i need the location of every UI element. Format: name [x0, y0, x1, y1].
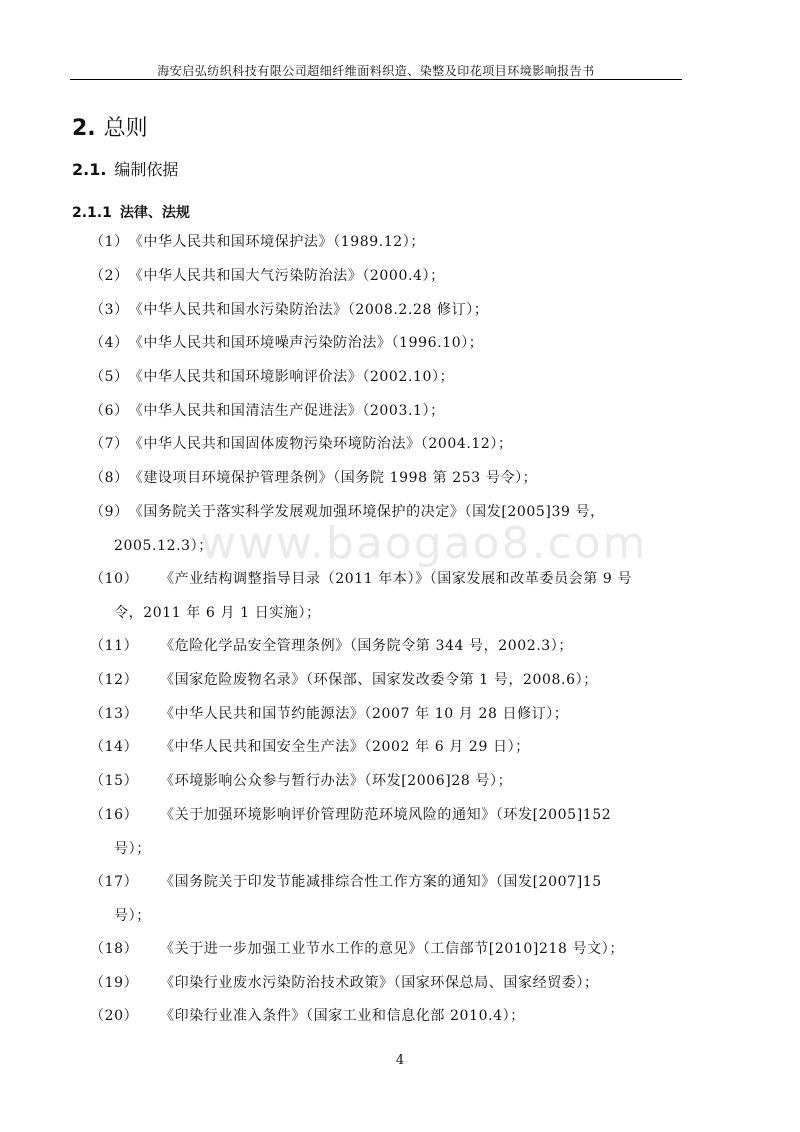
- list-item: [90, 967, 680, 1001]
- item-text: 《危险化学品安全管理条例》（国务院令第 344 号，2002.3）；: [160, 638, 574, 654]
- list-item: [90, 866, 680, 933]
- item-index: （18）: [90, 941, 139, 957]
- item-index: （12）: [90, 672, 139, 688]
- item-index: （19）: [90, 975, 139, 991]
- page-number: 4: [395, 1053, 405, 1068]
- list-item: [90, 462, 680, 496]
- list-item: [90, 496, 680, 563]
- list-item: [90, 731, 680, 765]
- item-index: （10）: [90, 571, 139, 587]
- list-item: [90, 765, 680, 799]
- item-index: （11）: [90, 638, 139, 654]
- subsection-title: 编制依据: [114, 160, 179, 179]
- list-item: [90, 260, 680, 294]
- item-text: 《中华人民共和国清洁生产促进法》（2003.1）；: [128, 403, 445, 419]
- list-item: [90, 1000, 680, 1034]
- item-index: （15）: [90, 773, 139, 789]
- header-rule: [70, 79, 682, 80]
- item-text: 《产业结构调整指导目录（2011 年本）》（国家发展和改革委员会第 9 号: [160, 571, 633, 587]
- item-text: 《国务院关于落实科学发展观加强环境保护的决定》（国发[2005]39 号，: [128, 504, 605, 520]
- watermark: www.baogao8.com: [200, 518, 648, 569]
- item-text-continued: 号）；: [114, 840, 151, 857]
- item-text-continued: 令，2011 年 6 月 1 日实施）；: [114, 604, 321, 621]
- item-index: （7）: [90, 436, 129, 452]
- item-text: 《中华人民共和国水污染防治法》（2008.2.28 修订）；: [128, 302, 489, 318]
- item-text: 《中华人民共和国环境影响评价法》（2002.10）；: [128, 369, 455, 385]
- list-item: [90, 361, 680, 395]
- item-index: （5）: [90, 369, 129, 385]
- item-text: 《印染行业废水污染防治技术政策》（国家环保总局、国家经贸委）；: [160, 975, 599, 991]
- section-number: 2.: [72, 116, 96, 141]
- item-index: （20）: [90, 1008, 139, 1024]
- item-text: 《中华人民共和国固体废物污染环境防治法》（2004.12）；: [128, 436, 513, 452]
- list-item: [90, 327, 680, 361]
- item-index: （14）: [90, 739, 139, 755]
- subsubsection-number: 2.1.1: [72, 205, 112, 221]
- item-index: （4）: [90, 335, 129, 351]
- list-item: [90, 226, 680, 260]
- item-text: 《关于进一步加强工业节水工作的意见》（工信部节[2010]218 号文）；: [160, 941, 624, 957]
- item-index: （2）: [90, 268, 129, 284]
- item-index: （9）: [90, 504, 129, 520]
- item-index: （8）: [90, 470, 129, 486]
- list-item: [90, 799, 680, 866]
- item-index: （1）: [90, 234, 129, 250]
- item-text: 《中华人民共和国环境噪声污染防治法》（1996.10）；: [128, 335, 484, 351]
- item-text: 《中华人民共和国安全生产法》（2002 年 6 月 29 日）；: [160, 739, 530, 755]
- item-index: （3）: [90, 302, 129, 318]
- subsubsection-title: 法律、法规: [119, 205, 190, 221]
- page-header: 海安启弘纺织科技有限公司超细纤维面料织造、染整及印花项目环境影响报告书: [157, 64, 595, 78]
- item-text: 《国务院关于印发节能减排综合性工作方案的通知》（国发[2007]15: [160, 874, 602, 890]
- item-index: （17）: [90, 874, 139, 890]
- section-title: 总则: [103, 116, 148, 141]
- list-item: [90, 698, 680, 732]
- item-index: （13）: [90, 706, 139, 722]
- item-text: 《关于加强环境影响评价管理防范环境风险的通知》（环发[2005]152: [160, 807, 612, 823]
- list-item: [90, 294, 680, 328]
- item-index: （6）: [90, 403, 129, 419]
- item-text: 《中华人民共和国大气污染防治法》（2000.4）；: [128, 268, 445, 284]
- list-item: [90, 933, 680, 967]
- list-item: [90, 395, 680, 429]
- subsection-number: 2.1.: [72, 160, 107, 179]
- item-text: 《印染行业准入条件》（国家工业和信息化部 2010.4）；: [160, 1008, 525, 1024]
- subsection-heading: [72, 157, 178, 180]
- item-text: 《中华人民共和国节约能源法》（2007 年 10 月 28 日修订）；: [160, 706, 569, 722]
- item-text: 《建设项目环境保护管理条例》（国务院 1998 第 253 号令）；: [128, 470, 538, 486]
- item-text: 《中华人民共和国环境保护法》（1989.12）；: [128, 234, 426, 250]
- list-item: [90, 428, 680, 462]
- item-text-continued: 号）；: [114, 907, 151, 924]
- list-item: [90, 563, 680, 630]
- item-text-continued: 2005.12.3）；: [114, 537, 213, 554]
- item-text: 《环境影响公众参与暂行办法》（环发[2006]28 号）；: [160, 773, 513, 789]
- list-item: [90, 630, 680, 664]
- section-heading: [72, 111, 148, 142]
- subsubsection-heading: [72, 202, 190, 222]
- item-text: 《国家危险废物名录》（环保部、国家发改委令第 1 号，2008.6）；: [160, 672, 598, 688]
- item-index: （16）: [90, 807, 139, 823]
- list-item: [90, 664, 680, 698]
